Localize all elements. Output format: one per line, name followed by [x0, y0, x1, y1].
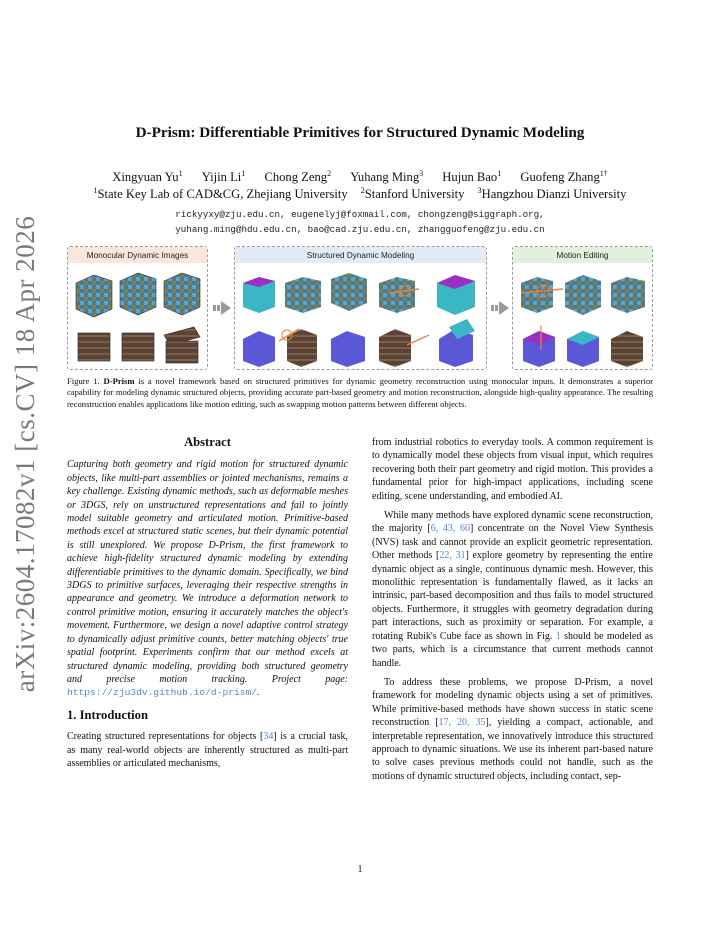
citation-link[interactable]: 22, 31: [439, 550, 466, 562]
edited-cubes: [521, 275, 645, 315]
author: Chong Zeng$^2$: [264, 168, 332, 184]
input-frames-image: [72, 269, 204, 367]
panel-structured-modeling: [234, 246, 487, 370]
email-line: rickyyxy@zju.edu.cn, eugenelyj@foxmail.com, chongzeng@siggraph.org,: [175, 209, 545, 220]
caption-text: is a novel framework based on structured primitives for dynamic geometry reconstruction using monocular inputs. It demonstrates a superior capability for modeling dynamic structured objects, providing accurate part-based geometry and motion reconstruction, alongside high-quality appearance. The resulting reconstruction enables applications like motion editing, such as swapping motion patterns between different objects.: [67, 376, 653, 409]
section-heading: 1. Introduction: [67, 707, 148, 722]
paragraph: Creating structured representations for objects [34] is a crucial task, as many real-world objects are inherently structured as multi-part assemblies or articulated mechanisms,: [67, 731, 348, 769]
motion-editing-image: [517, 269, 649, 367]
abstract-body: Capturing both geometry and rigid motion for structured dynamic objects, like multi-part assemblies or jointed mechanisms, remains a key challenge. Existing dynamic methods, such as deformable meshes or 3DGS, rely on unstructured representations and fail to jointly model suitable geometry and articulated motion. Primitive-based methods excel at structured static scenes, but their dynamic potential is still unexplored. We propose D-Prism, the first framework to achieve high-fidelity structured dynamic modeling by extending differentiable primitives to the dynamic domain. Specifically, we bind 3DGS to primitive surfaces, leveraging their respective strengths in appearance and geometry. We introduce a deformation network to control primitive motion, ensuring it accurately matches the object's movement. Furthermore, we design a novel adaptive control strategy to dynamically adjust primitive counts, better matching objects' true spatial footprint. Experiments confirm that our method excels at structured dynamic modeling, providing both structured geometry and precise motion tracking. Project page: https://zju3dv.github.io/d-prism/.: [67, 459, 348, 699]
figure-ref-link[interactable]: 1: [555, 630, 561, 642]
panel-motion-editing: [512, 246, 653, 370]
chest-frame: [78, 327, 200, 363]
caption-bold: D-Prism: [103, 376, 135, 386]
structured-results-image: [239, 269, 483, 367]
arxiv-stamp: [2, 215, 48, 693]
project-page-link[interactable]: https://zju3dv.github.io/d-prism/: [67, 687, 257, 699]
panel-title: Monocular Dynamic Images: [68, 247, 207, 263]
affiliation: $^3$Hangzhou Dianzi University: [477, 185, 627, 201]
figure-caption: [67, 376, 653, 410]
paragraph: To address these problems, we propose D-Prism, a novel framework for modeling dynamic objects using a set of primitives. While primitive-based methods have shown success in static scene reconstruction [17, 20, 35], yielding a compact, actionable, and interpretable representation, we innovatively introduce this structured approach to dynamic situations. We use its inherent part-based nature to solve cases previous methods could not handle, such as the motions of dynamic structured objects, including contact, sep-: [372, 676, 653, 782]
email-line: yuhang.ming@hdu.edu.cn, bao@cad.zju.edu.cn, zhangguofeng@zju.edu.cn: [175, 224, 545, 235]
author: Yijin Li$^1$: [201, 168, 246, 184]
primitive-cubes: [243, 273, 475, 315]
paragraph: from industrial robotics to everyday tools. A common requirement is to dynamically model these objects from visual input, which requires recovering both their part geometry and rigid motion. This provides a fundamental prior for high-impact applications, including scene editing, scene understanding, and embodied AI.: [372, 437, 653, 502]
panel-title: Motion Editing: [513, 247, 652, 263]
primitive-chests: [243, 319, 475, 367]
cube-frame: [76, 273, 200, 317]
affiliation: $^1$State Key Lab of CAD&CG, Zhejiang University: [93, 185, 348, 201]
page-number: 1: [357, 864, 363, 875]
email-list: [60, 207, 660, 237]
affiliation: $^2$Stanford University: [360, 185, 465, 201]
author: Guofeng Zhang$^{1\dagger}$: [520, 168, 608, 184]
author: Yuhang Ming$^3$: [350, 168, 424, 184]
right-column: [372, 436, 653, 783]
affiliation-list: [40, 187, 680, 202]
arrow-right-icon: [491, 300, 509, 316]
paper-title: D-Prism: Differentiable Primitives for Structured Dynamic Modeling: [135, 124, 585, 141]
citation-link[interactable]: 17, 20, 35: [438, 717, 486, 729]
panel-monocular-images: [67, 246, 208, 370]
edited-chests: [523, 325, 643, 367]
teaser-figure: [67, 246, 653, 370]
arxiv-stamp-text: arXiv:2604.17082v1 [cs.CV] 18 Apr 2026: [9, 215, 40, 693]
paragraph: While many methods have explored dynamic scene reconstruction, the majority [6, 43, 60] concentrate on the Novel View Synthesis (NVS) task and cannot provide an explicit geometric representation. Other methods [22, 31] explore geometry by representing the entire dynamic object as a single, continuous dynamic mesh. However, this monolithic representation is fundamentally flawed, as it lacks an intrinsic, part-based decomposition and thus fails to model structured objects. Furthermore, it struggles with geometry degradation during part interactions, such as proximity or separation. For example, a rotating Rubik's Cube face as shown in Fig. 1 should be modeled as two parts, which is a circumstance that current methods cannot handle.: [372, 510, 654, 669]
caption-label: Figure 1.: [67, 376, 100, 386]
author-list: [60, 170, 660, 185]
abstract-heading: Abstract: [184, 435, 231, 449]
author: Hujun Bao$^1$: [442, 168, 502, 184]
citation-link[interactable]: 6, 43, 60: [430, 523, 470, 535]
panel-title: Structured Dynamic Modeling: [235, 247, 486, 263]
arrow-right-icon: [213, 300, 231, 316]
left-column: [67, 436, 348, 770]
citation-link[interactable]: 34: [263, 731, 274, 743]
author: Xingyuan Yu$^1$: [112, 168, 183, 184]
